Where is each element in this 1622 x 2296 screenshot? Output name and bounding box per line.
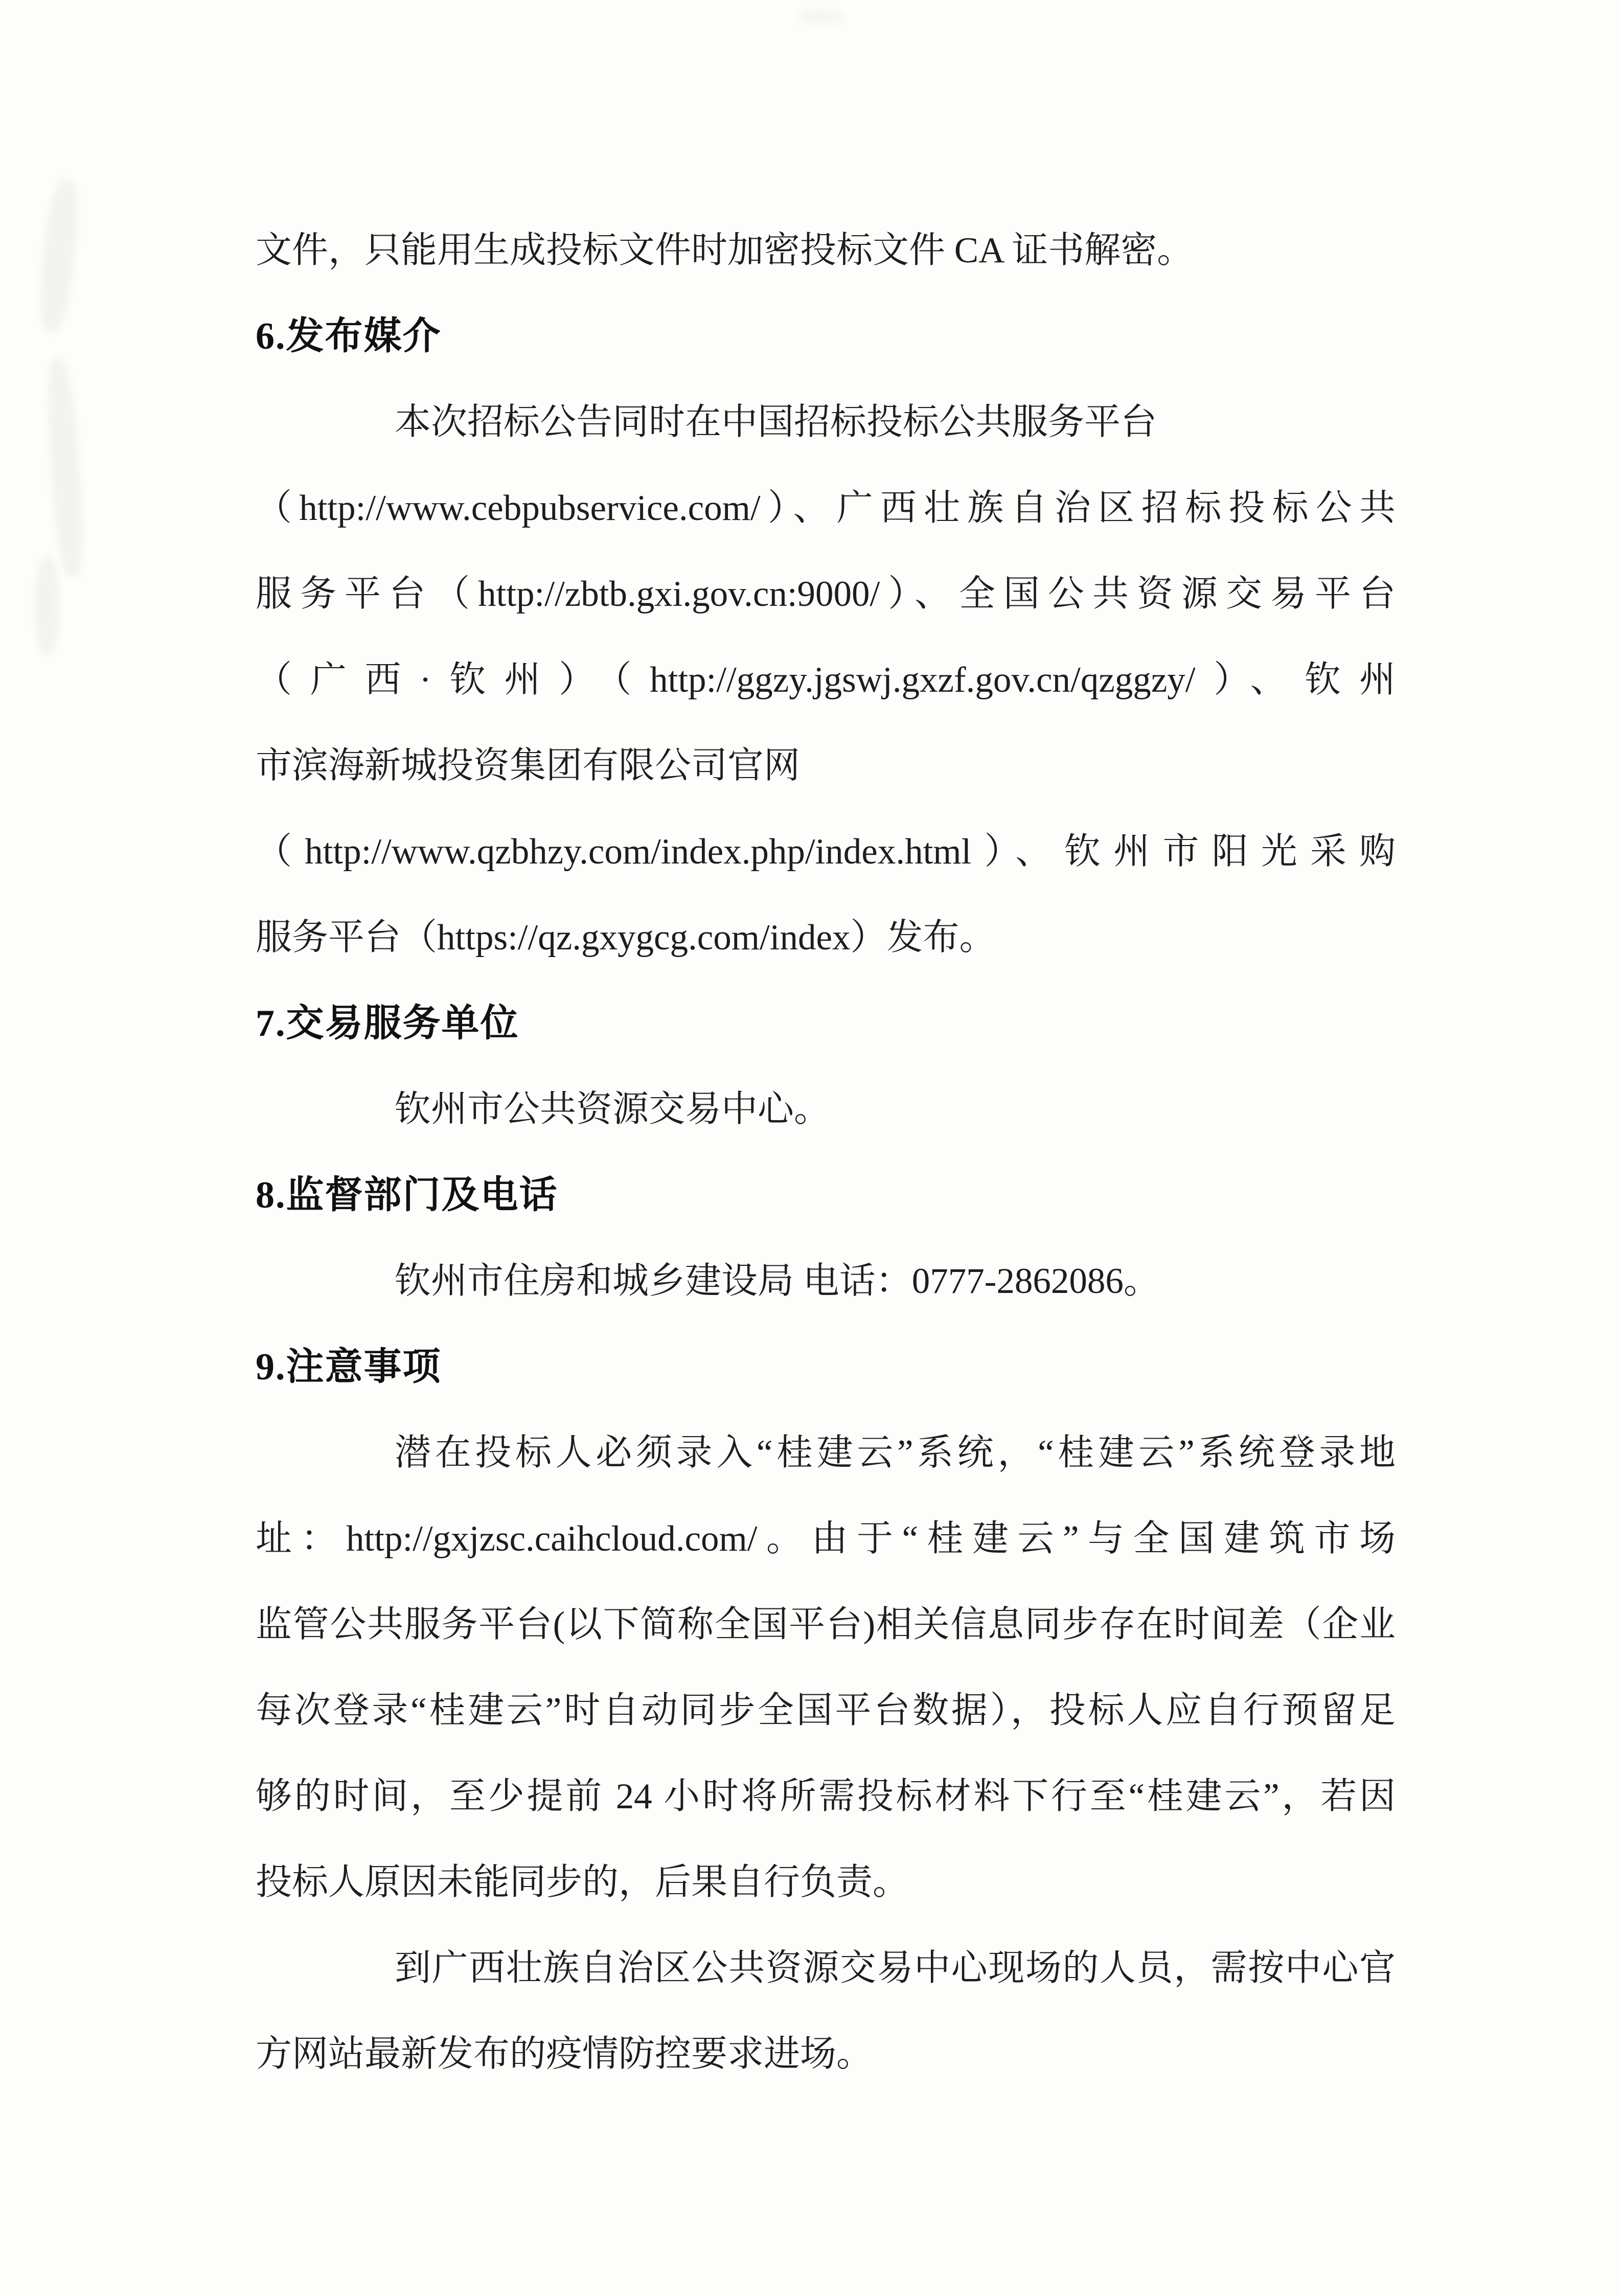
line-national-platform-sync: 监管公共服务平台(以下简称全国平台)相关信息同步存在时间差（企业 xyxy=(256,1605,1396,1645)
line-guijianyun-requirement: 潜在投标人必须录入“桂建云”系统，“桂建云”系统登录地 xyxy=(395,1433,1396,1473)
line-platform-cebpubservice: （http://www.cebpubservice.com/）、广西壮族自治区招标投标公共 xyxy=(256,488,1396,528)
line-onsite-personnel: 到广西壮族自治区公共资源交易中心现场的人员，需按中心官 xyxy=(395,1948,1396,1988)
heading-notes: 9.注意事项 xyxy=(256,1346,442,1388)
line-sync-responsibility: 投标人原因未能同步的，后果自行负责。 xyxy=(256,1862,909,1902)
line-epidemic-control: 方网站最新发布的疫情防控要求进场。 xyxy=(256,2034,873,2074)
line-ca-decrypt-note: 文件，只能用生成投标文件时加密投标文件 CA 证书解密。 xyxy=(256,231,1194,270)
line-supervision-dept-phone: 钦州市住房和城乡建设局 电话：0777-2862086。 xyxy=(395,1261,1160,1301)
line-auto-sync-note: 每次登录“桂建云”时自动同步全国平台数据），投标人应自行预留足 xyxy=(256,1691,1396,1731)
line-platform-gxygcg: 服务平台（https://qz.gxygcg.com/index）发布。 xyxy=(256,918,996,958)
line-announcement-intro: 本次招标公告同时在中国招标投标公共服务平台 xyxy=(395,402,1157,442)
line-24h-advance-note: 够的时间，至少提前 24 小时将所需投标材料下行至“桂建云”，若因 xyxy=(256,1777,1396,1816)
line-guijianyun-url: 址：http://gxjzsc.caihcloud.com/。由于“桂建云”与全国建筑市场 xyxy=(256,1519,1396,1559)
line-platform-gxi-zbtb: 服务平台（http://zbtb.gxi.gov.cn:9000/）、全国公共资源交易平台 xyxy=(256,574,1396,614)
heading-trade-service-unit: 7.交易服务单位 xyxy=(256,1003,519,1044)
line-trade-service-unit: 钦州市公共资源交易中心。 xyxy=(395,1089,831,1129)
heading-supervision-dept: 8.监督部门及电话 xyxy=(256,1174,558,1216)
line-binhai-group-site: 市滨海新城投资集团有限公司官网 xyxy=(256,746,801,786)
heading-publish-media: 6.发布媒介 xyxy=(256,315,442,357)
line-platform-qzbhzy: （http://www.qzbhzy.com/index.php/index.html）、钦州市阳光采购 xyxy=(256,832,1396,872)
line-platform-qzggzy: （广西·钦州）（http://ggzy.jgswj.gxzf.gov.cn/qzggzy/）、钦州 xyxy=(256,660,1396,700)
